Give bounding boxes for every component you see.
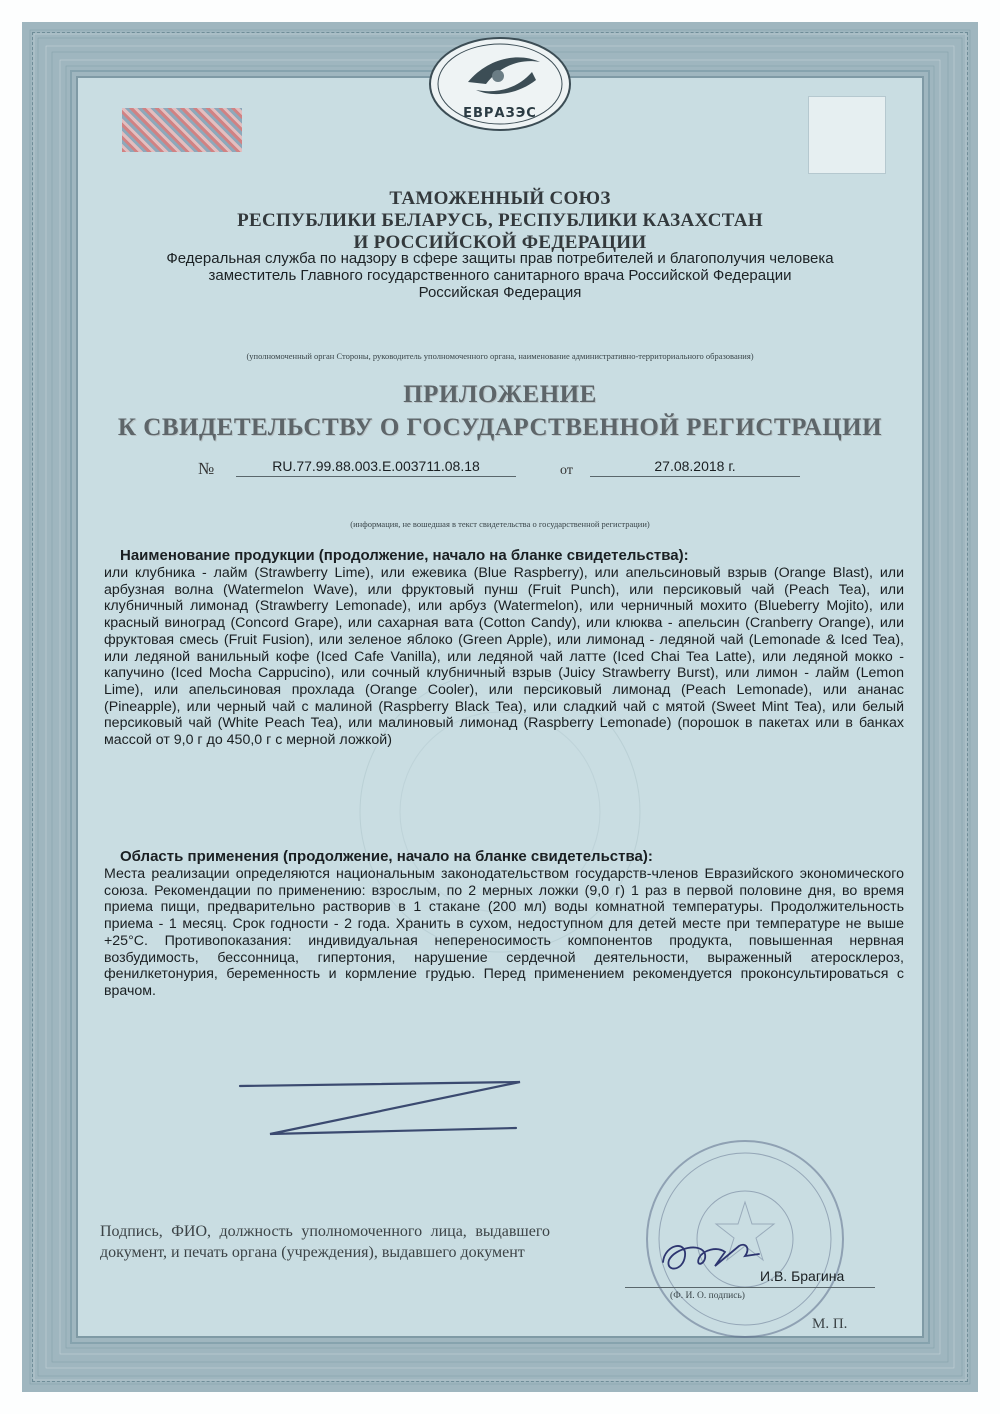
- registration-date: 27.08.2018 г.: [590, 458, 800, 477]
- registration-number-line: [150, 455, 850, 479]
- appendix-title-line-1: ПРИЛОЖЕНИЕ: [403, 381, 597, 408]
- appendix-title-line-2: К СВИДЕТЕЛЬСТВУ О ГОСУДАРСТВЕННОЙ РЕГИСТРАЦИИ: [117, 414, 883, 441]
- info-caption: (информация, не вошедшая в текст свидетельства о государственной регистрации): [350, 519, 650, 529]
- agency-line-1: Федеральная служба по надзору в сфере защиты прав потребителей и благополучия человека: [166, 250, 834, 267]
- agency-caption: (уполномоченный орган Стороны, руководитель уполномоченного органа, наименование административно-территориального образования): [246, 351, 754, 361]
- appendix-title: [90, 378, 910, 444]
- signature-line: [625, 1287, 875, 1288]
- issuing-agency: [90, 250, 910, 301]
- union-title-line-2: РЕСПУБЛИКИ БЕЛАРУСЬ, РЕСПУБЛИКИ КАЗАХСТАН: [237, 210, 763, 231]
- hologram-strip: [122, 108, 242, 152]
- blank-square-field: [808, 96, 886, 174]
- seal-mark: М. П.: [812, 1316, 848, 1332]
- agency-line-2: заместитель Главного государственного санитарного врача Российской Федерации: [208, 267, 792, 284]
- product-name-heading: Наименование продукции (продолжение, начало на бланке свидетельства):: [120, 547, 689, 564]
- application-text: Места реализации определяются национальным законодательством государств-членов Евразийского экономического союза. Рекомендации по применению: взрослым, по 2 мерных ложки (9,0 г) 1 раз в первой половине дня, во время приема пищи, предварительно растворив в 1 стакане (200 мл) воды комнатной температуры. Продолжительность приема - 1 месяц. Срок годности - 2 года. Хранить в сухом, недоступном для детей месте при температуре не выше +25°С. Противопоказания: индивидуальная непереносимость компонентов продукта, повышенная нервная возбудимость, бессонница, гипертония, нарушение сердечной деятельности, выраженный атеросклероз, фенилкетонурия, беременность и кормление грудью. Перед применением рекомендуется проконсультироваться с врачом.: [104, 866, 904, 999]
- application-heading: Область применения (продолжение, начало на бланке свидетельства):: [120, 848, 653, 865]
- union-title: [90, 188, 910, 254]
- void-zigzag-mark: [230, 1078, 530, 1158]
- product-name-section: [104, 547, 904, 749]
- date-label: от: [560, 463, 573, 478]
- registration-number: RU.77.99.88.003.E.003711.08.18: [236, 458, 516, 477]
- product-name-text: или клубника - лайм (Strawberry Lime), или ежевика (Blue Raspberry), или апельсиновый взрыв (Orange Blast), или арбузная волна (Watermelon Wave), или фруктовый пунш (Fruit Punch), или персиковый чай (Peach Tea), или клубничный лимонад (Strawberry Lemonade), или арбуз (Watermelon), или черничный мохито (Blueberry Mojito), или красный виноград (Concord Grape), или сахарная вата (Cotton Candy), или клюква - апельсин (Cranberry Orange), или фруктовая смесь (Fruit Fusion), или зеленое яблоко (Green Apple), или лимонад - ледяной чай (Lemonade & Iced Tea), или ледяной ванильный кофе (Iced Cafe Vanilla), или ледяной чай латте (Iced Chai Tea Latte), или ледяной мокко - капучино (Iced Mocha Cappucino), или сочный клубничный взрыв (Juicy Strawberry Burst), или лимон - лайм (Lemon Lime), или апельсиновая прохлада (Orange Cooler), или персиковый лимонад (Peach Lemonade), или ананас (Pineapple), или черный чай с малиной (Raspberry Black Tea), или сладкий чай с мятой (Sweet Mint Tea), или белый персиковый чай (White Peach Tea), или малиновый лимонад (Raspberry Lemonade) (порошок в пакетах или в банках массой от 9,0 г до 450,0 г с мерной ложкой): [104, 565, 905, 749]
- application-section: [104, 848, 904, 1000]
- emblem-label: ЕВРАЗЭС: [463, 106, 537, 121]
- signature-field-caption: Подпись, ФИО, должность уполномоченного лица, выдавшего документ, и печать органа (учреждения), выдавшего документ: [100, 1223, 550, 1261]
- union-title-line-1: ТАМОЖЕННЫЙ СОЮЗ: [389, 188, 611, 209]
- handwritten-signature: [655, 1232, 765, 1282]
- signer-name: И.В. Брагина: [760, 1268, 845, 1284]
- signature-caption: (Ф. И. О. подпись): [670, 1291, 745, 1301]
- number-label: №: [198, 459, 215, 478]
- agency-line-3: Российская Федерация: [418, 284, 582, 301]
- union-title-line-3: И РОССИЙСКОЙ ФЕДЕРАЦИИ: [353, 232, 647, 253]
